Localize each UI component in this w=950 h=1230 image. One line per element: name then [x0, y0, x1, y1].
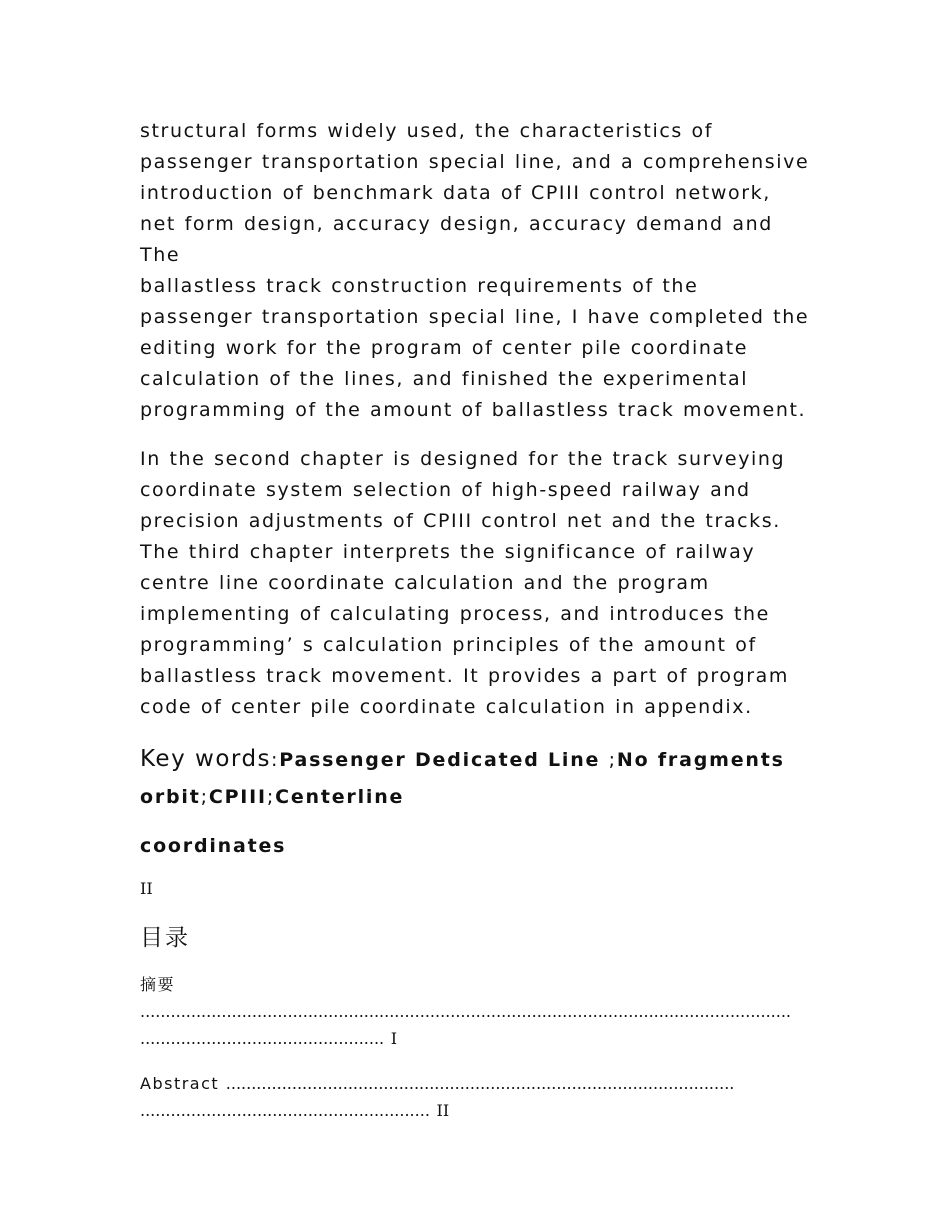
- toc-title: 目录: [140, 925, 190, 951]
- toc-page-number: II: [436, 1101, 450, 1120]
- toc-dot-leader: ....................................................................................................: [225, 1074, 735, 1093]
- toc-page-number: I: [390, 1029, 398, 1048]
- keyword-orbit: orbit: [140, 786, 201, 808]
- keywords-colon: :: [271, 749, 280, 771]
- keywords-line-1: [140, 741, 812, 779]
- toc-dot-leader: ................................................: [140, 1029, 385, 1048]
- toc-entry-label: Abstract: [140, 1074, 220, 1093]
- keyword-passenger-dedicated-line: Passenger Dedicated Line: [279, 749, 609, 771]
- keywords-block: [140, 741, 812, 865]
- toc-entry-abstract-cn[interactable]: [140, 971, 812, 1052]
- keyword-separator: ;: [200, 786, 209, 808]
- keywords-label: Key words: [140, 746, 272, 772]
- page-number: II: [140, 879, 153, 898]
- toc-entry-abstract-en[interactable]: [140, 1070, 812, 1124]
- keyword-separator: ;: [608, 749, 617, 771]
- toc-entry-label: 摘要: [140, 975, 176, 994]
- keyword-coordinates: coordinates: [140, 835, 287, 857]
- document-page: [140, 116, 812, 1124]
- keyword-cpiii: CPIII: [208, 786, 267, 808]
- toc-dot-leader: .........................................................: [140, 1101, 430, 1120]
- abstract-paragraph-2: In the second chapter is designed for the track surveying coordinate system selection of high-speed railway and precision adjustments of CPIII control net and the tracks. The third chapter interprets the significance of railway centre line coordinate calculation and the program implementing of calculating process, and introduces the programming’ s calculation principles of the amount of ballastless track movement. It provides a part of program code of center pile coordinate calculation in appendix.: [140, 448, 790, 718]
- keywords-line-2: [140, 779, 812, 816]
- toc-dot-leader: ................................................................................................................................: [140, 1002, 791, 1021]
- keyword-centerline: Centerline: [275, 786, 405, 808]
- keyword-separator: ;: [266, 786, 276, 808]
- keyword-no-fragments: No fragments: [616, 749, 785, 771]
- abstract-paragraph-1: structural forms widely used, the characteristics of passenger transportation special line, and a comprehensive introduction of benchmark data of CPIII control network, net form design, accuracy design, accuracy demand and The ballastless track construction requirements of the passenger transportation special line, I have completed the editing work for the program of center pile coordinate calculation of the lines, and finished the experimental programming of the amount of ballastless track movement.: [140, 120, 810, 421]
